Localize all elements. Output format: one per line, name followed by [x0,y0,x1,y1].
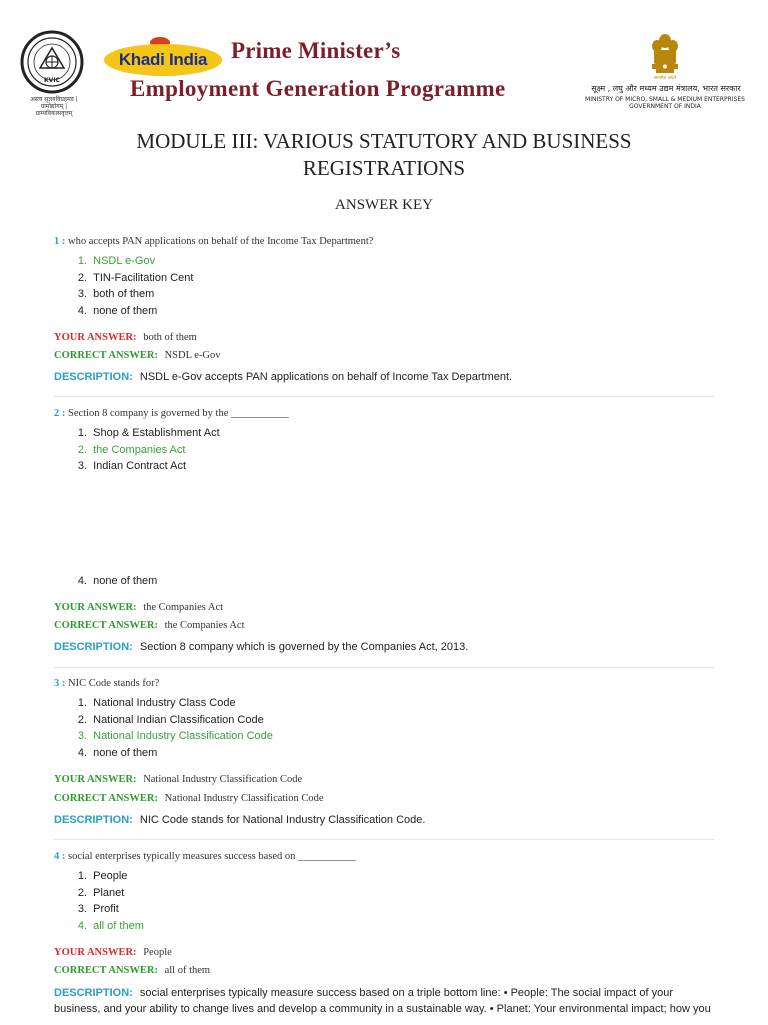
divider [54,667,714,668]
pm-title: Prime Minister’s [231,38,401,63]
khadi-brand-text: Khadi India [118,50,208,69]
options-list [71,697,273,764]
question-prompt: who accepts PAN applications on behalf of the Income Tax Department? [68,236,374,247]
option-item: 2. Planet [77,886,125,899]
description-text: Section 8 company which is governed by the Companies Act, 2013. [139,641,469,653]
kvic-tagline: अस्त्य सृज्ञयविग्रहमद | ग्रामोद्योगम् | ग्राम्यविकासवृत्तम् [30,96,78,117]
correct-answer-value: the Companies Act [164,620,245,631]
description-row [54,812,714,828]
svg-text:KVIC: KVIC [44,77,60,84]
ministry-english [580,96,750,110]
description-text: NSDL e-Gov accepts PAN applications on behalf of Income Tax Department. [139,371,513,383]
option-item: 4. none of them [77,305,158,318]
correct-answer-value: National Industry Classification Code [164,793,324,804]
question-prompt: social enterprises typically measures success based on ___________ [68,851,356,862]
option-item: 2. National Indian Classification Code [77,713,264,726]
option-item: 4. none of them [77,747,158,760]
options-list [71,427,220,477]
your-answer-value: both of them [143,332,197,343]
your-answer-label: YOUR ANSWER: [54,602,137,613]
option-item: 2. TIN-Facilitation Cent [77,271,194,284]
options-list-continued [71,575,157,592]
your-answer-row [54,947,172,958]
answer-key-heading: ANSWER KEY [335,197,433,213]
correct-answer-row [54,620,244,631]
your-answer-label: YOUR ANSWER: [54,332,137,343]
question-number: 4 : [54,851,66,862]
options-list [71,255,193,322]
question-number: 2 : [54,408,66,419]
correct-answer-label: CORRECT ANSWER: [54,350,158,361]
kvic-seal-logo [20,30,84,94]
question-prompt: NIC Code stands for? [68,678,160,689]
correct-answer-row [54,965,210,976]
option-item: 3. National Industry Classification Code [77,730,273,743]
correct-answer-value: all of them [164,965,211,976]
question-text [54,236,714,247]
divider [54,839,714,840]
options-list [71,870,144,937]
your-answer-row [54,774,302,785]
module-title-line-2: REGISTRATIONS [302,156,466,180]
ministry-hindi: सूक्ष्म , लघु और मध्यम उद्यम मंत्रालय, भारत सरकार [591,84,741,93]
description-row [54,369,714,385]
option-item: 3. Indian Contract Act [77,460,187,473]
page-header [0,0,768,120]
question-4 [54,851,714,1015]
your-answer-label: YOUR ANSWER: [54,947,137,958]
question-3 [54,678,714,826]
your-answer-row [54,602,223,613]
description-text: NIC Code stands for National Industry Classification Code. [139,814,426,826]
option-item: 1. NSDL e-Gov [77,255,156,267]
your-answer-value: National Industry Classification Code [143,774,303,785]
your-answer-row [54,332,197,343]
programme-title: Employment Generation Programme [130,76,506,101]
correct-answer-row [54,793,324,804]
module-title [90,128,678,182]
option-item: 3. both of them [77,288,155,301]
ministry-line-1: MINISTRY OF MICRO, SMALL & MEDIUM ENTERPRISES [585,96,745,103]
option-item: 1. People [77,870,128,882]
description-row [54,985,714,1025]
correct-answer-value: NSDL e-Gov [164,350,221,361]
correct-answer-row [54,350,220,361]
correct-answer-label: CORRECT ANSWER: [54,620,158,631]
description-text: social enterprises typically measure success based on a triple bottom line: • People: The social impact of your business, and your ability to change lives and develop a community in a sustainable way. • Planet: Your environmental impact; how you [54,987,711,1015]
question-text [54,408,714,419]
question-1 [54,236,714,383]
question-number: 1 : [54,236,66,247]
option-item: 3. Profit [77,903,119,916]
option-item: 2. the Companies Act [77,443,186,456]
divider [54,396,714,397]
description-label: DESCRIPTION: [54,371,133,383]
question-2 [54,408,714,653]
description-label: DESCRIPTION: [54,641,133,653]
description-label: DESCRIPTION: [54,814,133,826]
module-title-line-1: MODULE III: VARIOUS STATUTORY AND BUSINESS [136,129,632,153]
question-text [54,851,714,862]
description-row [54,639,714,655]
option-item: 1. National Industry Class Code [77,697,236,709]
svg-text:सत्यमेव जयते: सत्यमेव जयते [653,76,677,80]
national-emblem-icon [648,32,682,80]
your-answer-value: the Companies Act [143,602,224,613]
question-number: 3 : [54,678,66,689]
your-answer-label: YOUR ANSWER: [54,774,137,785]
option-item: 4. all of them [77,920,144,933]
your-answer-value: People [143,947,172,958]
khadi-india-logo [104,44,222,76]
ministry-line-2: GOVERNMENT OF INDIA [629,103,701,110]
option-item: 1. Shop & Establishment Act [77,427,220,439]
correct-answer-label: CORRECT ANSWER: [54,793,158,804]
question-text [54,678,714,689]
option-item: 4. none of them [77,575,158,587]
correct-answer-label: CORRECT ANSWER: [54,965,158,976]
description-label: DESCRIPTION: [54,987,133,999]
question-prompt: Section 8 company is governed by the ___________ [68,408,289,419]
